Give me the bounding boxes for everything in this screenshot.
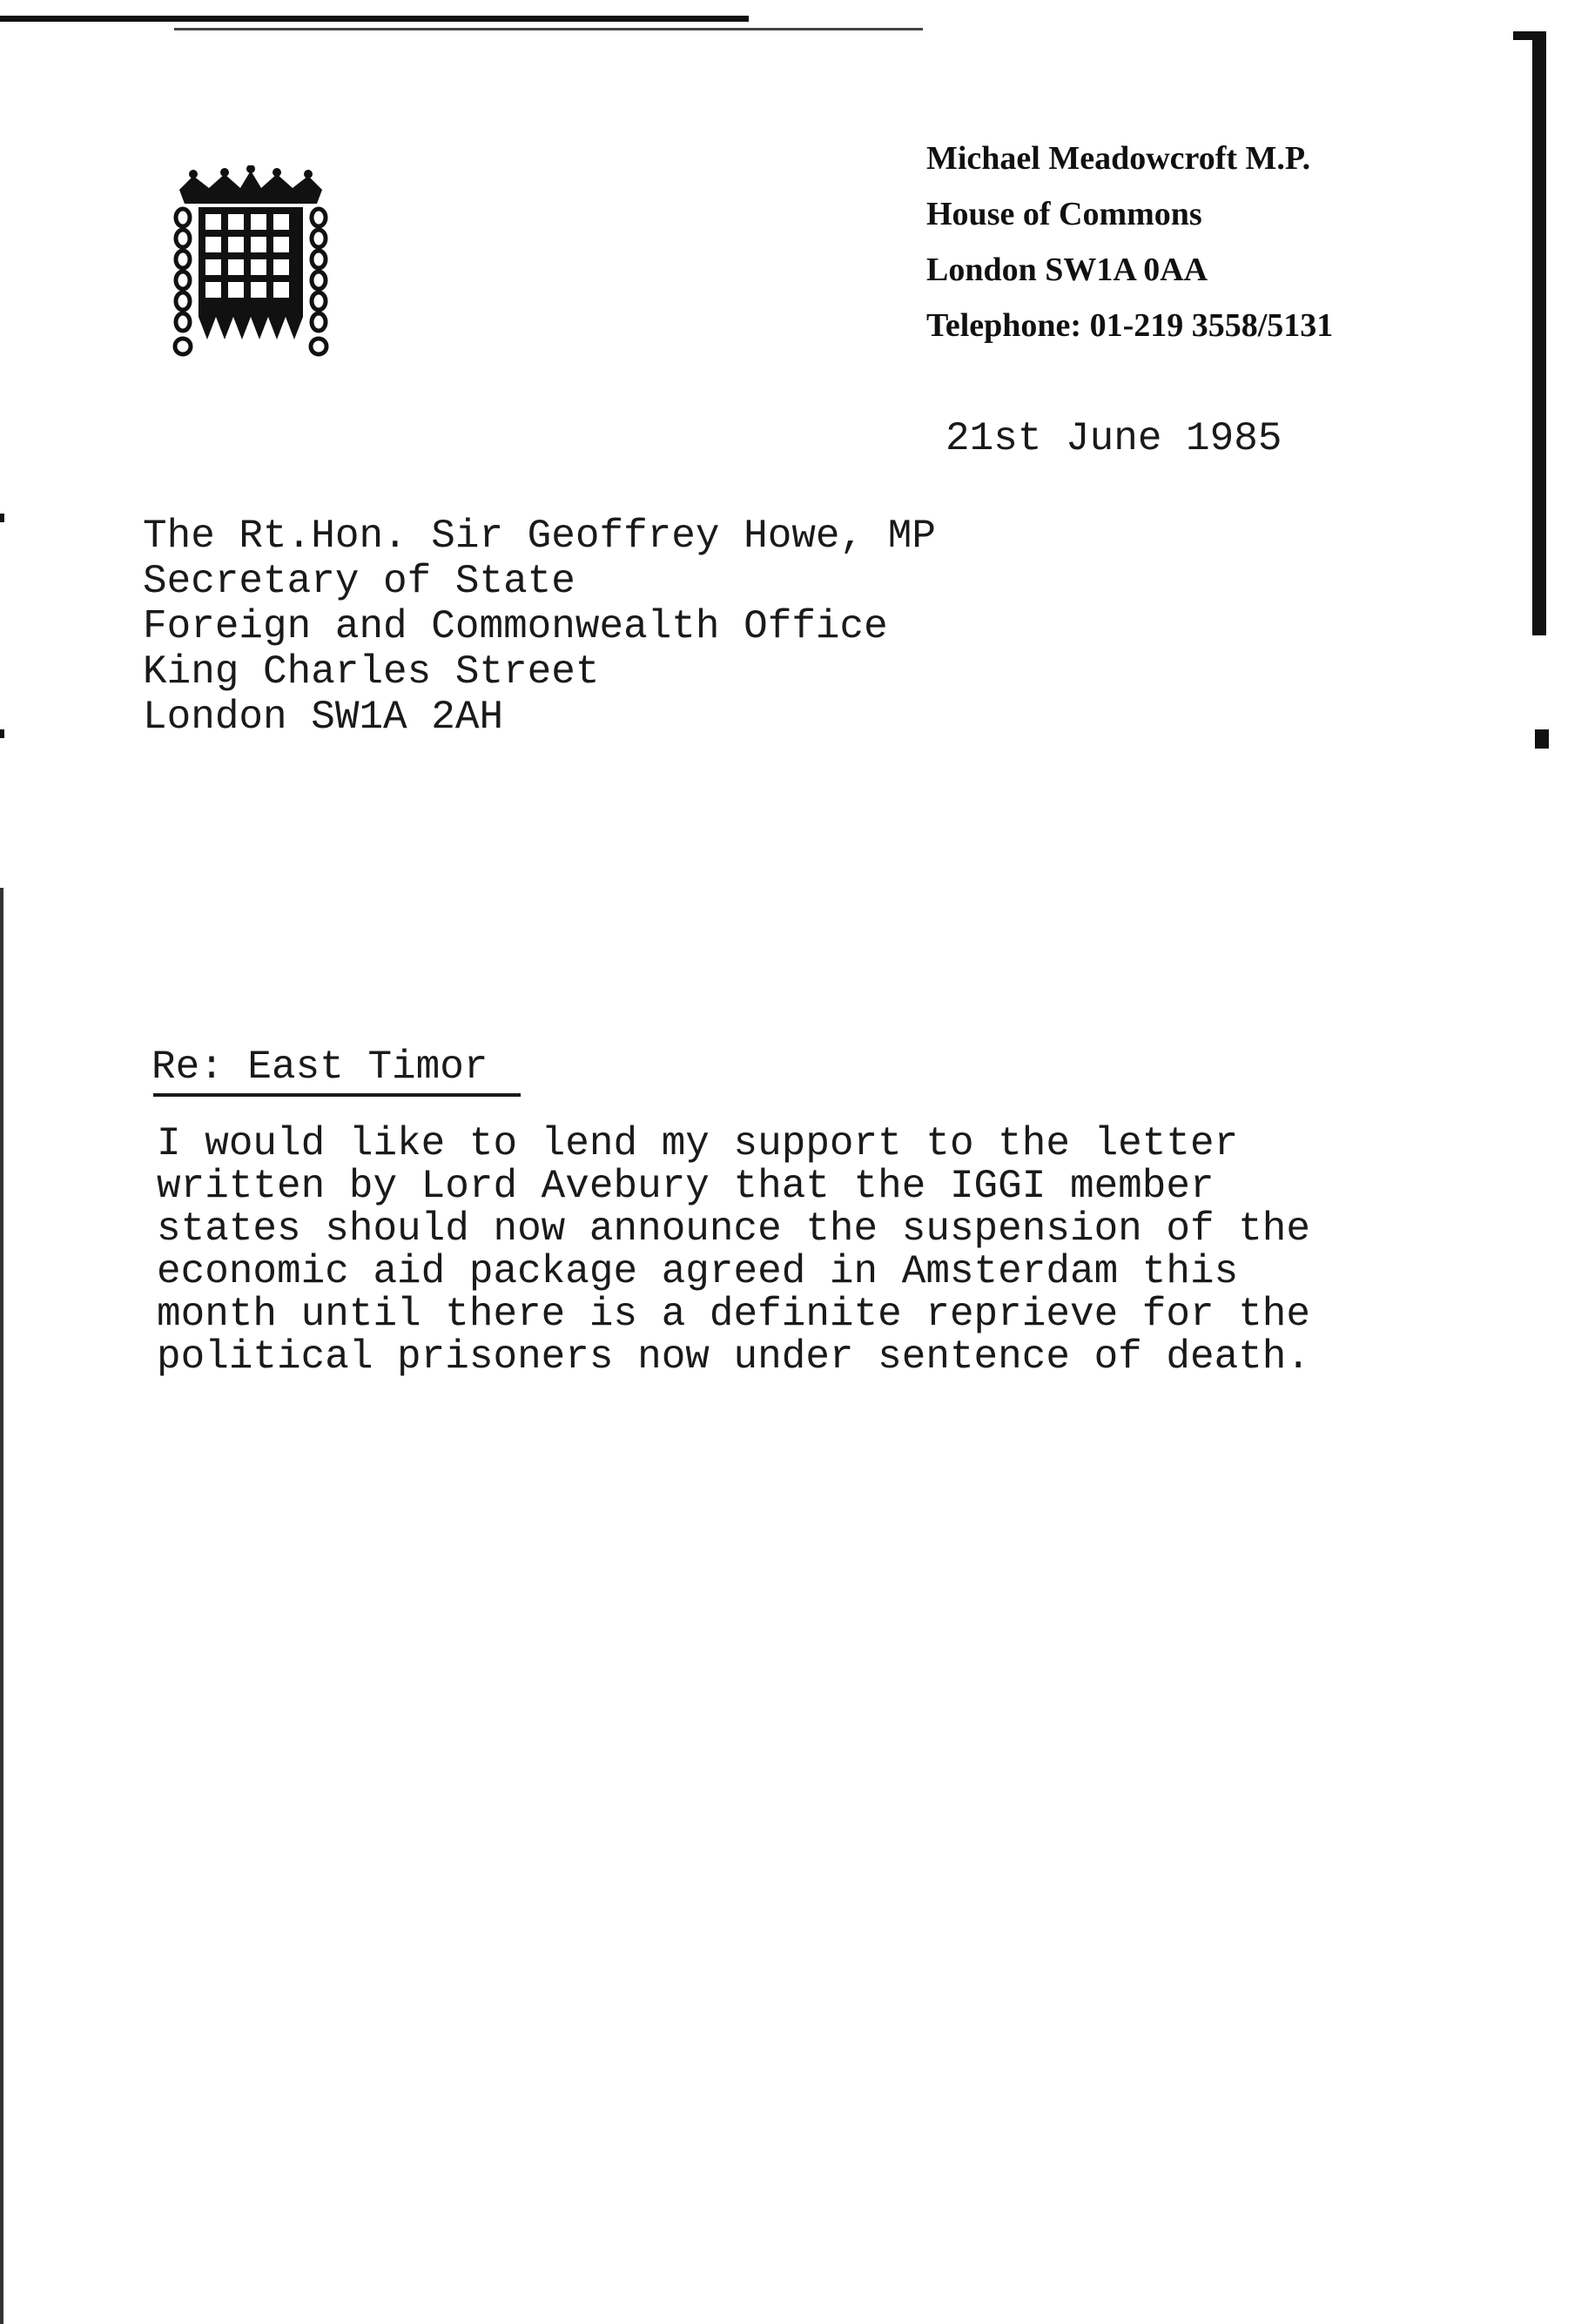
body-line: written by Lord Avebury that the IGGI member bbox=[157, 1164, 1215, 1209]
body-line: states should now announce the suspension of the bbox=[157, 1206, 1311, 1252]
right-edge-bracket-tick bbox=[1513, 31, 1546, 40]
body-line: political prisoners now under sentence of death. bbox=[157, 1334, 1311, 1380]
body-line: I would like to lend my support to the letter bbox=[157, 1121, 1239, 1166]
right-edge-bracket bbox=[1532, 31, 1546, 635]
top-rule-faint bbox=[174, 28, 923, 30]
recipient-address bbox=[143, 514, 936, 740]
subject-underline bbox=[153, 1093, 521, 1097]
left-edge-shadow bbox=[0, 888, 3, 2324]
portcullis-crest-icon bbox=[164, 165, 338, 366]
sender-house: House of Commons bbox=[926, 196, 1202, 232]
sender-telephone: Telephone: 01-219 3558/5131 bbox=[926, 307, 1334, 344]
subject-text: Re: East Timor bbox=[151, 1044, 488, 1090]
sender-address: London SW1A 0AA bbox=[926, 252, 1208, 288]
subject-line bbox=[151, 1044, 488, 1090]
left-edge-mark bbox=[0, 514, 4, 522]
letter-date: 21st June 1985 bbox=[945, 416, 1282, 461]
top-rule bbox=[0, 16, 749, 22]
sender-name: Michael Meadowcroft M.P. bbox=[926, 140, 1311, 177]
recipient-line: Foreign and Commonwealth Office bbox=[143, 604, 888, 649]
recipient-line: King Charles Street bbox=[143, 649, 600, 695]
letter-body bbox=[157, 1123, 1463, 1379]
recipient-line: The Rt.Hon. Sir Geoffrey Howe, MP bbox=[143, 514, 936, 559]
right-edge-mark bbox=[1535, 729, 1549, 749]
body-line: economic aid package agreed in Amsterdam this bbox=[157, 1249, 1239, 1294]
recipient-line: Secretary of State bbox=[143, 559, 575, 604]
left-edge-mark bbox=[0, 729, 4, 738]
letterhead bbox=[926, 131, 1484, 353]
body-line: month until there is a definite reprieve for the bbox=[157, 1292, 1311, 1337]
recipient-line: London SW1A 2AH bbox=[143, 695, 504, 740]
